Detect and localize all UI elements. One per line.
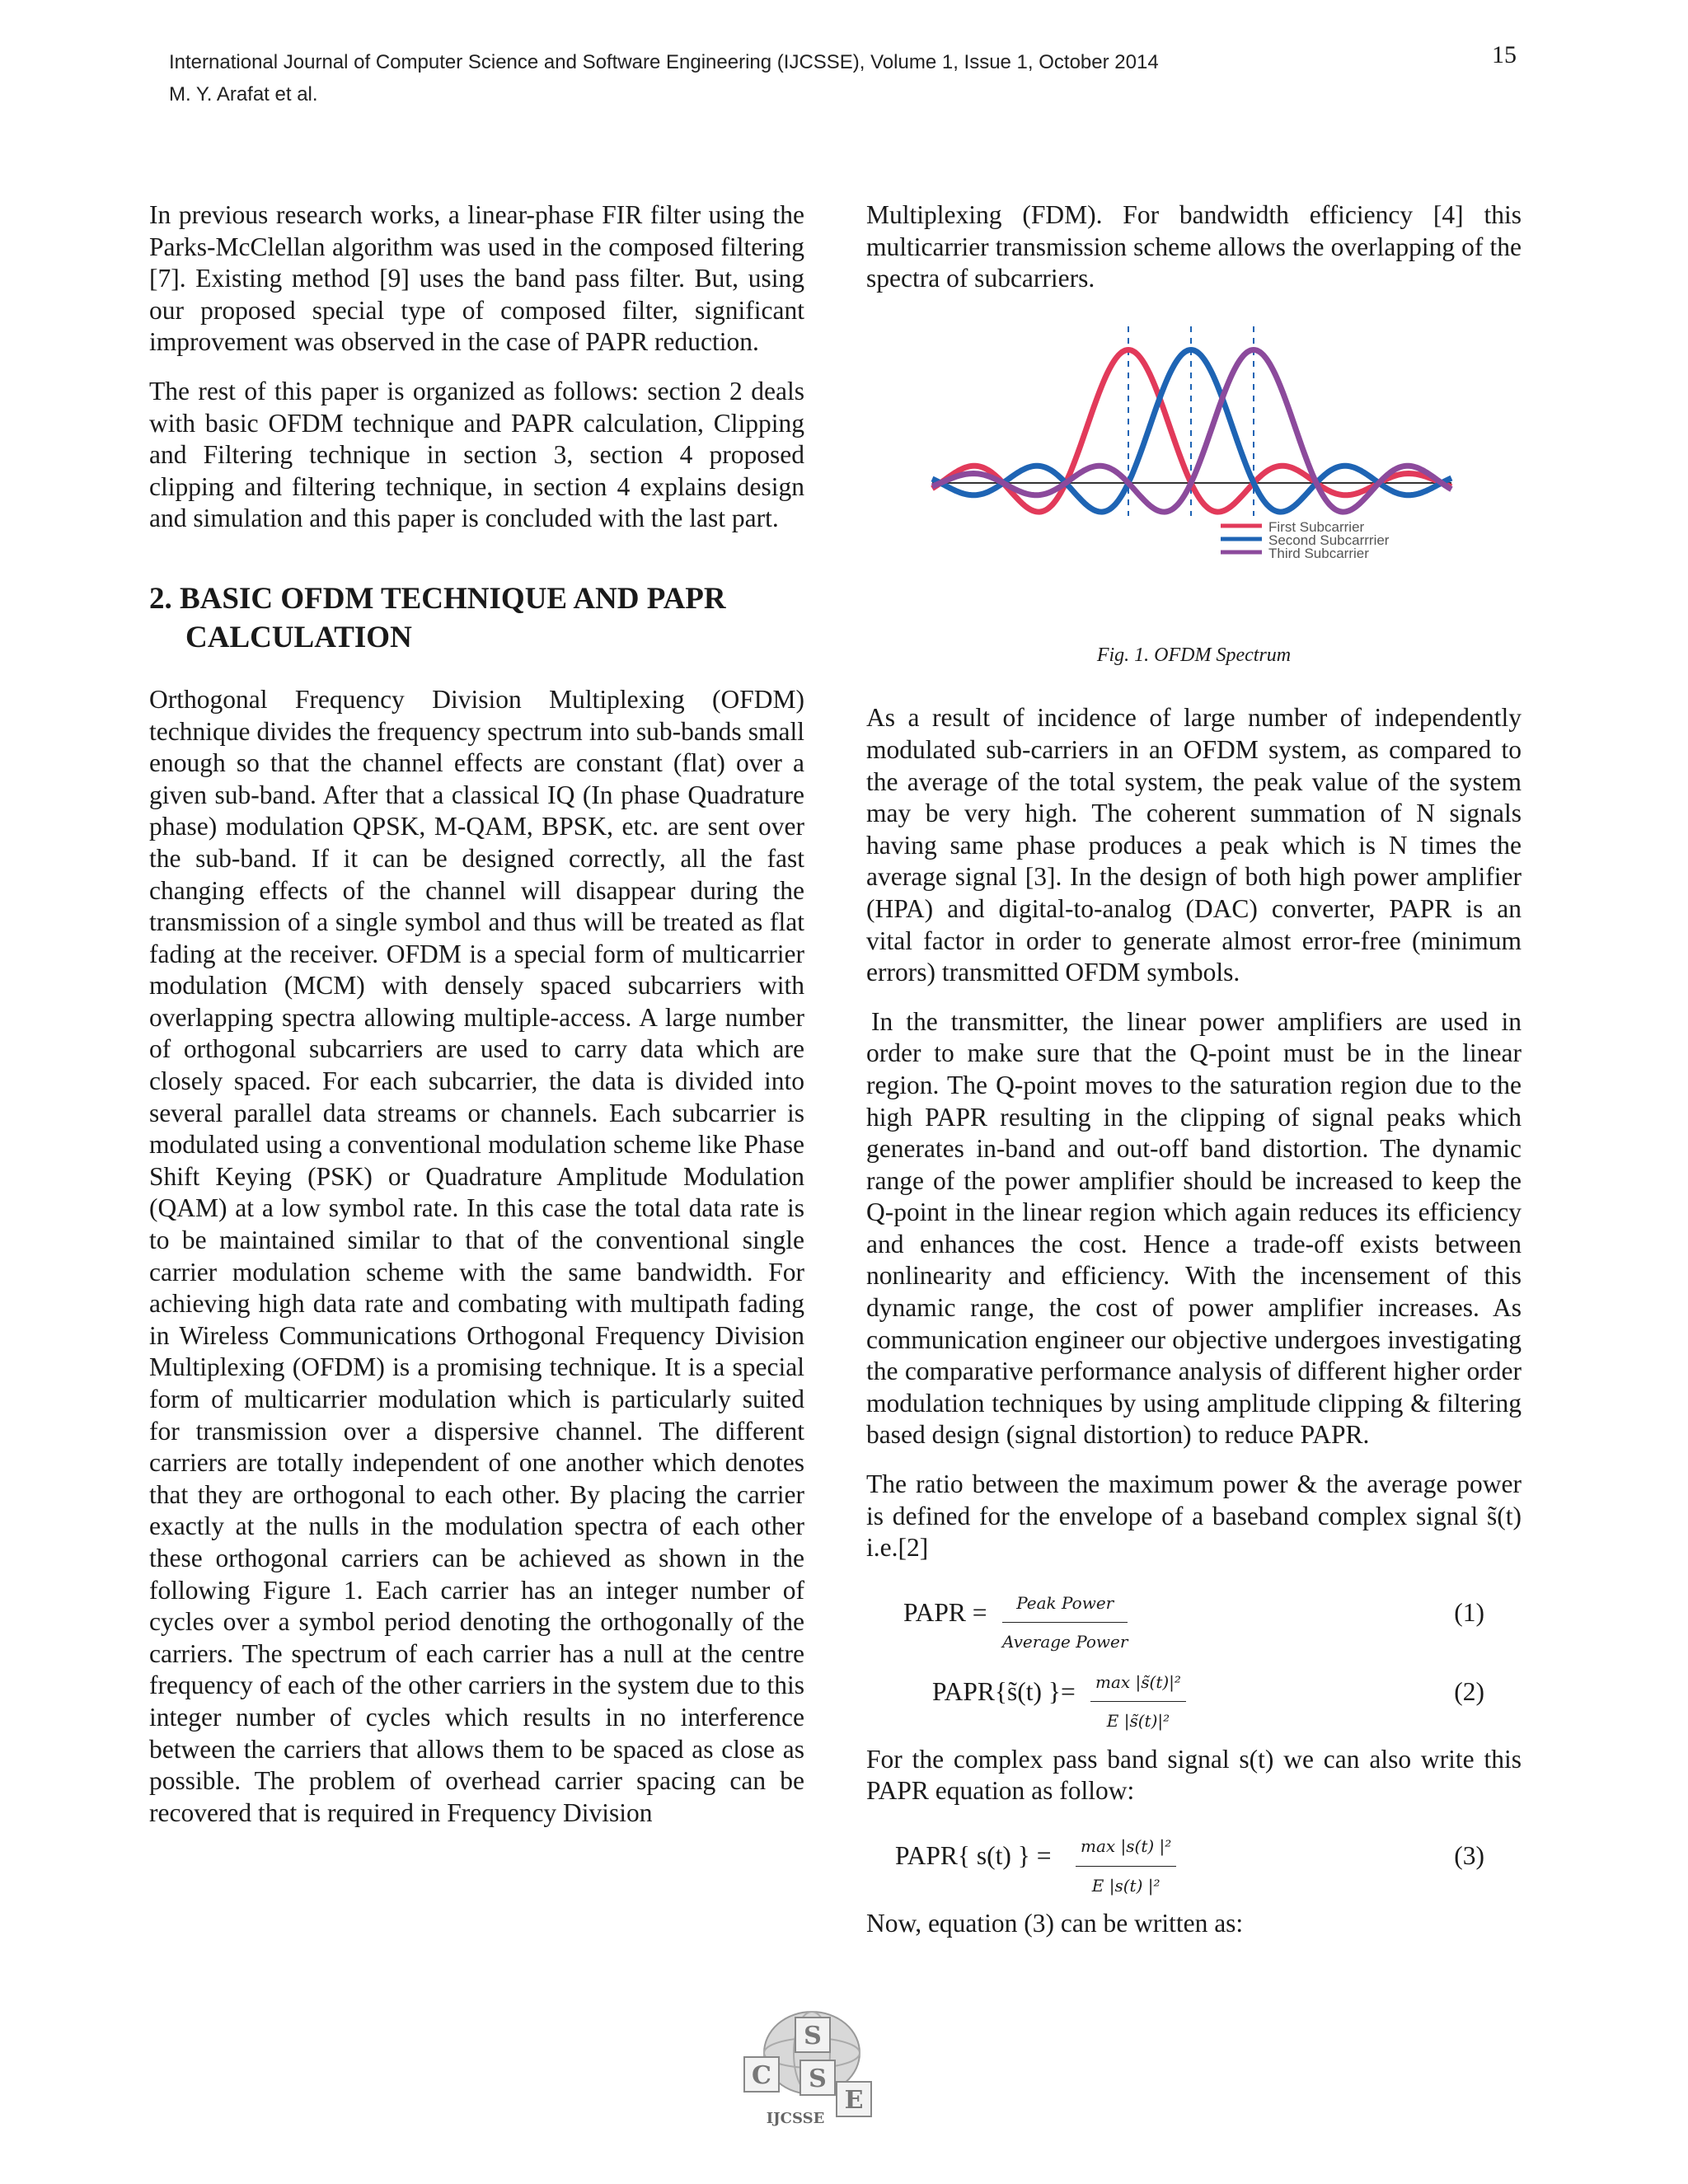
- paragraph: In previous research works, a linear-phase FIR filter using the Parks-McClellan algorithm was used in the composed filtering [7]. Existing method [9] uses the band pass filter. But, using our proposed special type of composed filter, significant improvement was observed in the case of PAPR reduction.: [149, 200, 804, 357]
- equation-fraction: [1002, 1587, 1128, 1658]
- journal-title: International Journal of Computer Science and Software Engineering (IJCSSE), Volume 1, Issue 1, October 2014: [169, 51, 1159, 73]
- left-column: [149, 199, 804, 1846]
- equation-2: [866, 1665, 1522, 1732]
- equation-fraction: [1090, 1666, 1186, 1737]
- ofdm-spectrum-figure: [866, 318, 1522, 648]
- paragraph: Multiplexing (FDM). For bandwidth efficiency [4] this multicarrier transmission scheme allows the overlapping of the spectra of subcarriers.: [866, 200, 1522, 293]
- logo-graphic: [738, 2008, 886, 2131]
- paragraph: As a result of incidence of large number of independently modulated sub-carriers in an OFDM system, as compared to the average of the total system, the peak value of the system may be very high. The coherent summation of N signals having same phase produces a peak which is N times the average signal [3]. In the design of both high power amplifier (HPA) and digital-to-analog (DAC) converter, PAPR is an vital factor in order to generate almost error-free (minimum errors) transmitted OFDM symbols.: [866, 703, 1522, 987]
- svg-text:S: S: [809, 2064, 827, 2093]
- equation-number: (3): [1454, 1841, 1484, 1870]
- legend-second-subcarrier: Second Subcarrrier: [1268, 532, 1390, 548]
- paragraph: In the transmitter, the linear power amplifiers are used in order to make sure that the Q-point must be in the linear region. The Q-point moves to the saturation region due to the high PAPR resulting in the clipping of signal peaks which generates in-band and out-off band distortion. The dynamic range of the power amplifier should be increased to keep the Q-point in the linear region which again reduces its efficiency and enhances the cost. Hence a trade-off exists between nonlinearity and efficiency. With the incensement of this dynamic range, the cost of power amplifier increases. As communication engineer our objective undergoes investigating the comparative performance analysis of different higher order modulation techniques by using amplitude clipping & filtering based design (signal distortion) to reduce PAPR.: [866, 1006, 1522, 1450]
- paragraph: For the complex pass band signal s(t) we can also write this PAPR equation as follow:: [866, 1744, 1522, 1806]
- paragraph: The ratio between the maximum power & the average power is defined for the envelope of a baseband complex signal s̃(t) i.e.[2]: [866, 1469, 1522, 1563]
- legend-first-subcarrier: First Subcarrier: [1268, 518, 1365, 535]
- authors: M. Y. Arafat et al.: [169, 83, 318, 105]
- equation-lhs: PAPR{ s(t) } =: [895, 1841, 1052, 1870]
- numerator: max |s(t) |²: [1076, 1830, 1176, 1867]
- svg-text:IJCSSE: IJCSSE: [766, 2110, 825, 2127]
- numerator: max |s̃(t)|²: [1090, 1666, 1186, 1703]
- section-heading: 2. BASIC OFDM TECHNIQUE AND PAPR CALCULATION: [149, 581, 726, 654]
- svg-text:S: S: [804, 2022, 822, 2050]
- equation-lhs: PAPR =: [903, 1597, 987, 1627]
- denominator: E |s̃(t)|²: [1106, 1711, 1170, 1732]
- equation-number: (2): [1454, 1676, 1484, 1706]
- paragraph: Now, equation (3) can be written as:: [866, 1909, 1244, 1938]
- legend-third-subcarrier: Third Subcarrier: [1268, 545, 1369, 561]
- figure-caption: Fig. 1. OFDM Spectrum: [1096, 644, 1292, 666]
- running-header: [169, 46, 1405, 110]
- paragraph: Orthogonal Frequency Division Multiplexing (OFDM) technique divides the frequency spectrum into sub-bands small enough so that the channel effects are constant (flat) over a given sub-band. After that a classical IQ (In phase Quadrature phase) modulation QPSK, M-QAM, BPSK, etc. are sent over the sub-band. If it can be designed correctly, all the fast changing effects of the channel will disappear during the transmission of a single symbol and thus will be treated as flat fading at the receiver. OFDM is a special form of multicarrier modulation (MCM) with densely spaced subcarriers with overlapping spectra allowing multiple-access. A large number of orthogonal subcarriers are used to carry data which are closely spaced. For each subcarrier, the data is divided into several parallel data streams or channels. Each subcarrier is modulated using a conventional modulation scheme like Phase Shift Keying (PSK) or Quadrature Amplitude Modulation (QAM) at a low symbol rate. In this case the total data rate is to be maintained similar to that of the conventional single carrier modulation scheme with the same bandwidth. For achieving high data rate and combating with multipath fading in Wireless Communications Orthogonal Frequency Division Multiplexing (OFDM) is a promising technique. It is a special form of multicarrier modulation which is particularly suited for transmission over a dispersive channel. The different carriers are totally independent of one another which denotes that they are orthogonal to each other. By placing the carrier exactly at the nulls in the modulation spectra of each other these orthogonal carriers can be achieved as shown in the following Figure 1. Each carrier has an integer number of cycles over a symbol period denoting the orthogonally of the carriers. The spectrum of each carrier has a null at the centre frequency of each of the other carriers in the system due to this integer number of cycles which results in no interference between the carriers that allows them to be spaced as close as possible. The problem of overhead carrier spacing can be recovered that is required in Frequency Division: [149, 684, 804, 1827]
- numerator: Peak Power: [1002, 1587, 1128, 1624]
- right-column: [866, 199, 1522, 1957]
- equation-fraction: [1076, 1830, 1176, 1901]
- ofdm-spectrum-plot: [866, 318, 1522, 648]
- equation-lhs: PAPR{s̃(t) }=: [932, 1676, 1076, 1706]
- page-number: 15: [1492, 41, 1517, 68]
- svg-text:E: E: [844, 2086, 864, 2115]
- denominator: Average Power: [1002, 1632, 1128, 1652]
- figure-legend: [1221, 519, 1390, 561]
- ijcsse-logo: [738, 2008, 886, 2135]
- svg-text:C: C: [752, 2061, 771, 2090]
- denominator: E |s(t) |²: [1091, 1875, 1160, 1896]
- paragraph: The rest of this paper is organized as follows: section 2 deals with basic OFDM technique and PAPR calculation, Clipping and Filtering technique in section 3, section 4 proposed clipping and filtering technique, in section 4 explains design and simulation and this paper is concluded with the last part.: [149, 376, 804, 533]
- equation-number: (1): [1454, 1597, 1484, 1627]
- equation-1: [866, 1586, 1522, 1652]
- equation-3: [866, 1829, 1522, 1896]
